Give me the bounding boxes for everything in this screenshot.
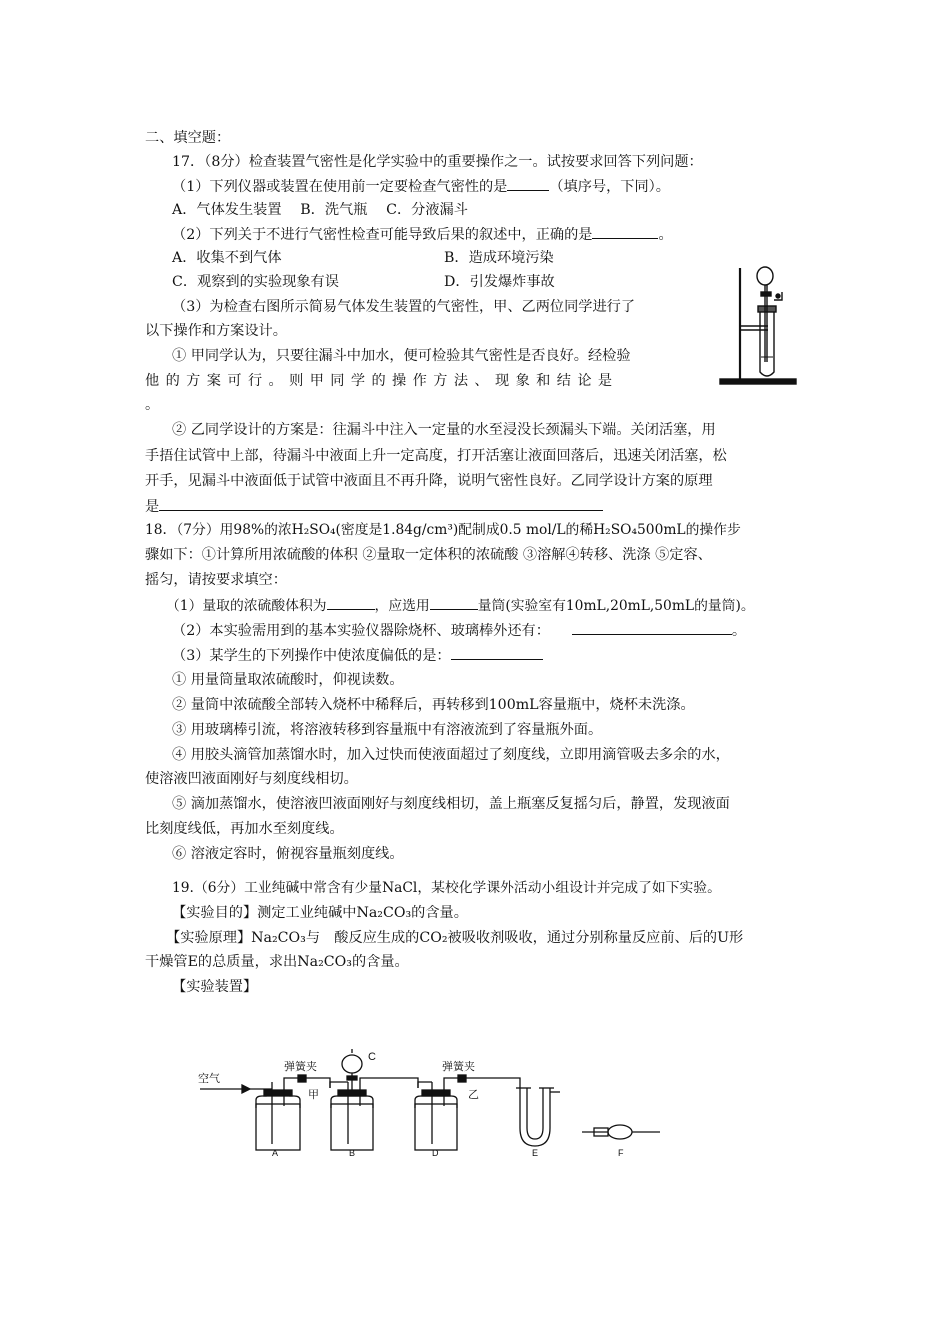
q18-part2 (172, 620, 746, 641)
label-clip1-name: 甲 (308, 1089, 319, 1101)
q18-option-4a: ④ 用胶头滴管加蒸馏水时，加入过快而使液面超过了刻度线，立即用滴管吸去多余的水， (172, 747, 730, 763)
answer-blank[interactable] (572, 620, 732, 635)
q18-line2: 骤如下：①计算所用浓硫酸的体积 ②量取一定体积的浓硫酸 ③溶解④转移、洗涤 ⑤定容、 (145, 547, 712, 563)
q17-stem: 17．（8分）检查装置气密性是化学实验中的重要操作之一。试按要求回答下列问题： (172, 154, 703, 170)
gas-generator-figure (712, 262, 804, 390)
q18-part2-text: （2）本实验需用到的基本实验仪器除烧杯、玻璃棒外还有： (172, 623, 550, 639)
q17-part3-a-line2: 他的方案可行。则甲同学的操作方法、现象和结论是 (145, 373, 619, 389)
q17-option-b: B．造成环境污染 (444, 250, 554, 266)
q17-option-d: D．引发爆炸事故 (444, 274, 555, 290)
q18-part3-text: （3）某学生的下列操作中使浓度偏低的是： (172, 648, 451, 664)
q17-part3-b-line1: ② 乙同学设计的方案是：往漏斗中注入一定量的水至浸没长颈漏头下端。关闭活塞，用 (172, 422, 716, 438)
q17-part3-a-line1: ① 甲同学认为，只要往漏斗中加水，便可检验其气密性是否良好。经检验 (172, 348, 631, 364)
q17-part3-b-line4 (145, 496, 603, 517)
answer-blank[interactable] (159, 496, 603, 511)
q17-option-c: C．观察到的实验现象有误 (172, 274, 339, 290)
q18-option-5b: 比刻度线低，再加水至刻度线。 (145, 821, 344, 837)
q17-part2 (172, 224, 673, 245)
apparatus-diagram (190, 1048, 680, 1158)
q19-device-heading: 【实验装置】 (172, 979, 258, 995)
q18-line1: 18．（7分）用98%的浓H₂SO₄(密度是1.84g/cm³)配制成0.5 mol/L的稀H₂SO₄500mL的操作步 (145, 522, 741, 538)
q17-part3-b-line2: 手捂住试管中上部，待漏斗中液面上升一定高度，打开活塞让液面回落后，迅速关闭活塞，松 (145, 448, 727, 464)
q17-part1-tail: （填序号，下同）。 (549, 179, 670, 195)
label-b: B (349, 1148, 356, 1158)
label-clip2: 弹簧夹 (442, 1061, 475, 1073)
label-e: E (532, 1148, 539, 1158)
q17-part2-text: （2）下列关于不进行气密性检查可能导致后果的叙述中，正确的是 (172, 227, 593, 243)
label-clip2-name: 乙 (468, 1089, 479, 1101)
q17-part3-b-line3: 开手，见漏斗中液面低于试管中液面且不再升降，说明气密性良好。乙同学设计方案的原理 (145, 473, 713, 489)
q18-line3: 摇匀，请按要求填空： (145, 572, 287, 588)
q17-part2-tail: 。 (658, 227, 673, 243)
q18-part1-text2: ，应选用 (374, 598, 430, 614)
q18-option-5a: ⑤ 滴加蒸馏水，使溶液凹液面刚好与刻度线相切，盖上瓶塞反复摇匀后，静置，发现液面 (172, 796, 730, 812)
q19-stem: 19.（6分）工业纯碱中常含有少量NaCl，某校化学课外活动小组设计并完成了如下实验。 (172, 880, 721, 896)
q17-part3-line1: （3）为检查右图所示简易气体发生装置的气密性，甲、乙两位同学进行了 (172, 299, 636, 315)
label-c: C (368, 1051, 376, 1063)
q19-principle-line1: 【实验原理】Na₂CO₃与 酸反应生成的CO₂被吸收剂吸收，通过分别称量反应前、后的U形 (166, 930, 744, 946)
q17-part1-options: A．气体发生装置 B．洗气瓶 C．分液漏斗 (172, 202, 468, 218)
q18-part3 (172, 645, 543, 666)
q17-part1-text: （1）下列仪器或装置在使用前一定要检查气密性的是 (172, 179, 508, 195)
label-f: F (618, 1148, 624, 1158)
q19-goal: 【实验目的】测定工业纯碱中Na₂CO₃的含量。 (172, 905, 468, 921)
q18-option-1: ① 用量筒量取浓硫酸时，仰视读数。 (172, 672, 404, 688)
q18-option-3: ③ 用玻璃棒引流，将溶液转移到容量瓶中有溶液流到了容量瓶外面。 (172, 722, 603, 738)
q18-part1-text: （1）量取的浓硫酸体积为 (166, 598, 327, 614)
answer-blank[interactable] (430, 595, 478, 610)
q18-option-6: ⑥ 溶液定容时，俯视容量瓶刻度线。 (172, 846, 404, 862)
q17-part3-line2: 以下操作和方案设计。 (145, 323, 287, 339)
q17-part3-b-line4-text: 是 (145, 499, 160, 515)
answer-blank[interactable] (507, 176, 549, 191)
q18-part1-text3: 量筒(实验室有10mL,20mL,50mL的量筒)。 (477, 598, 755, 614)
label-air: 空气 (198, 1073, 220, 1085)
q18-option-4b: 使溶液凹液面刚好与刻度线相切。 (145, 771, 358, 787)
section-title: 二、填空题： (145, 130, 231, 146)
q18-part2-tail: 。 (731, 623, 747, 639)
q17-part3-a-line3: 。 (145, 397, 160, 413)
answer-blank[interactable] (451, 645, 543, 660)
answer-blank[interactable] (592, 224, 658, 239)
q17-option-a: A．收集不到气体 (172, 250, 282, 266)
q18-part1 (166, 595, 755, 616)
answer-blank[interactable] (327, 595, 375, 610)
label-d: D (432, 1148, 439, 1158)
q17-part1 (172, 176, 670, 197)
q18-option-2: ② 量筒中浓硫酸全部转入烧杯中稀释后，再转移到100mL容量瓶中，烧杯未洗涤。 (172, 697, 695, 713)
q19-principle-line2: 干燥管E的总质量，求出Na₂CO₃的含量。 (145, 954, 409, 970)
label-clip1: 弹簧夹 (284, 1061, 317, 1073)
label-a: A (272, 1148, 279, 1158)
